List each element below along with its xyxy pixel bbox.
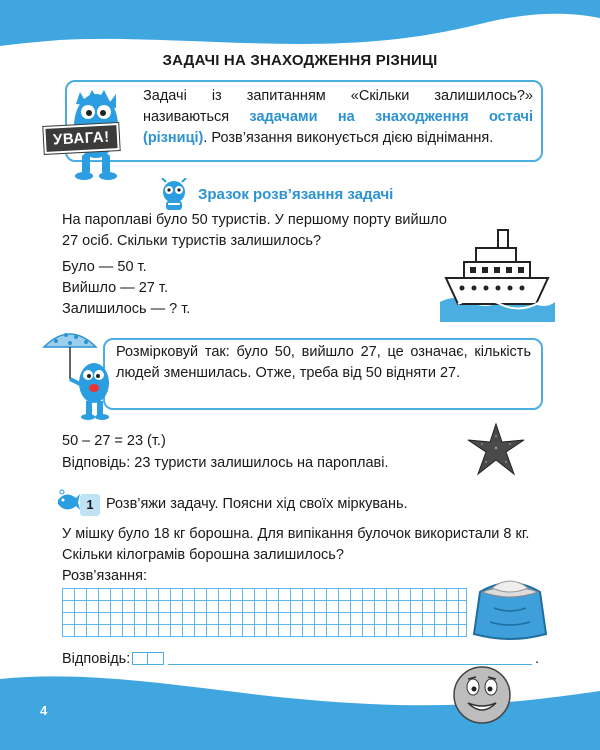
fish-icon — [54, 488, 80, 516]
calculation: 50 – 27 = 23 (т.) — [62, 433, 166, 449]
starfish-illustration — [466, 422, 526, 476]
sample-title: Зразок розв’язання задачі — [198, 186, 394, 203]
sample-answer: Відповідь: 23 туристи залишилось на пароплаві. — [62, 455, 389, 471]
condition-line-1: Було — 50 т. — [62, 259, 147, 275]
smiley-face-icon — [452, 665, 512, 725]
umbrella-monster-icon — [42, 325, 112, 425]
solution-grid[interactable] — [62, 588, 467, 637]
answer-label: Відповідь: — [62, 651, 131, 667]
task-number: 1 — [80, 494, 100, 516]
small-monster-icon — [156, 178, 192, 212]
task-problem: У мішку було 18 кг борошна. Для випікання булочок використали 8 кг. Скільки кілограмів борошна залишилось? — [62, 526, 530, 563]
sample-problem: На пароплаві було 50 туристів. У першому порту вийшло 27 осіб. Скільки туристів залишилось? — [62, 212, 447, 249]
condition-line-3: Залишилось — ? т. — [62, 301, 191, 317]
reasoning-text: Розмірковуй так: було 50, вийшло 27, це означає, кількість людей зменшилась. Отже, треба від 50 відняти 27. — [116, 344, 531, 381]
answer-end-dot: . — [535, 651, 540, 667]
attention-badge: УВАГА! — [43, 123, 119, 154]
answer-number-boxes[interactable] — [132, 652, 164, 665]
flour-sack-illustration — [470, 568, 550, 642]
page-title: ЗАДАЧІ НА ЗНАХОДЖЕННЯ РІЗНИЦІ — [162, 52, 438, 69]
condition-line-2: Вийшло — 27 т. — [62, 280, 168, 296]
attention-text-part2: . Розв’язання виконується дією віднімання. — [203, 130, 494, 146]
ship-illustration — [440, 222, 555, 322]
attention-text-part1: Задачі із запитанням «Скільки залишилось?» називаються — [143, 88, 533, 125]
attention-highlight: задачами на знаходження остачі (різниці) — [143, 109, 533, 146]
attention-text — [143, 86, 533, 149]
task-instruction: Розв’яжи задачу. Поясни хід своїх міркувань. — [106, 496, 408, 512]
solution-label: Розв’язання: — [62, 568, 147, 584]
top-wave-decoration — [0, 0, 600, 60]
page-number: 4 — [40, 703, 48, 718]
